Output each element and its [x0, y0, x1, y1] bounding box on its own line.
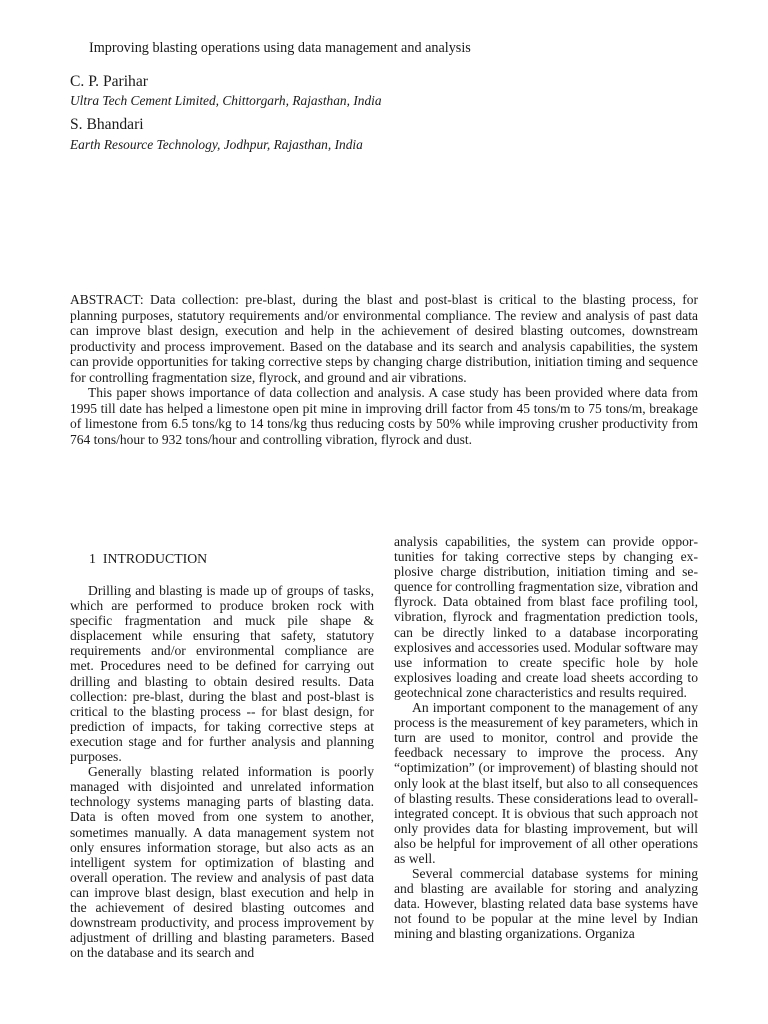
left-column — [70, 583, 374, 960]
section-number: 1 — [89, 551, 96, 566]
right-paragraph-1: analysis capabilities, the system can provide opportunities for taking corrective steps by changing explosive charge distribution, initiation timing and sequence for controlling fragmentation size, vibration and flyrock. Data obtained from blast face profiling tool, vibration, flyrock and fragmentation prediction tools, can be directly linked to a database incorporating explosives and accessories used. Modular software may use information to create specific hole by hole explosives loading and create load sheets according to geotechnical zone characteristics and results required. — [394, 534, 698, 700]
abstract — [70, 292, 698, 447]
right-paragraph-2: An important component to the management of any process is the measurement of key parameters, which in turn are used to monitor, control and provide the feedback necessary to improve the process. Any “optimization” (or improvement) of blasting should not only look at the blast itself, but also to all consequences of blasting results. These considerations lead to overall-integrated concept. It is obvious that such approach not only provides data for blasting improvement, but will also be helpful for improvement of all other operations as well. — [394, 700, 698, 866]
left-paragraph-1: Drilling and blasting is made up of groups of tasks, which are performed to produce broken rock with specific fragmentation and muck pile shape & displacement while ensuring that safety, statutory requirements and/or environmental compliance are met. Procedures need to be defined for carrying out drilling and blasting to obtain desired results. Data collection: pre-blast, during the blast and post-blast is critical to the blasting process -- for blast design, for prediction of impacts, for taking corrective steps at execution stage and for further analysis and planning purposes. — [70, 583, 374, 765]
section-title: INTRODUCTION — [102, 551, 208, 566]
author-name-1: C. P. Parihar — [70, 73, 148, 90]
right-column — [394, 534, 698, 942]
left-paragraph-2: Generally blasting related information is poorly managed with disjointed and unrelated information technology systems managing parts of blasting data. Data is often moved from one system to another, sometimes manually. A data management system not only ensures information storage, but also acts as an intelligent system for optimization of blasting and overall operation. The review and analysis of past data can improve blast design, blast execution and help in the achievement of desired blasting outcomes and downstream productivity, and process improvement by adjustment of drilling and blasting parameters. Based on the database and its search and — [70, 764, 374, 961]
right-paragraph-3: Several commercial database systems for mining and blasting are available for storing and analyzing data. However, blasting related data base systems have not found to be popular at the mine level by Indian mining and blasting organizations. Organiza — [394, 866, 698, 942]
author-affiliation-1: Ultra Tech Cement Limited, Chittorgarh, Rajasthan, India — [70, 93, 382, 108]
author-name-2: S. Bhandari — [70, 116, 144, 133]
section-heading — [89, 551, 207, 567]
author-affiliation-2: Earth Resource Technology, Jodhpur, Rajasthan, India — [70, 137, 363, 152]
abstract-paragraph-1: ABSTRACT: Data collection: pre-blast, during the blast and post-blast is critical to the blasting process, for planning purposes, statutory requirements and/or environmental compliance. The review and analysis of past data can improve blast design, execution and help in the achievement of desired blasting outcomes, downstream productivity and process improvement. Based on the database and its search and analysis capabilities, the system can provide opportunities for taking corrective steps by changing charge distribution, initiation timing and sequence for controlling fragmentation size, flyrock, and ground and air vibrations. — [70, 292, 698, 385]
abstract-paragraph-2: This paper shows importance of data collection and analysis. A case study has been provided where data from 1995 till date has helped a limestone open pit mine in improving drill factor from 45 tons/m to 75 tons/m, breakage of limestone from 6.5 tons/kg to 14 tons/kg thus reducing costs by 50% while improving crusher productivity from 764 tons/hour to 932 tons/hour and controlling vibration, flyrock and dust. — [70, 385, 698, 447]
paper-title: Improving blasting operations using data management and analysis — [89, 40, 471, 56]
